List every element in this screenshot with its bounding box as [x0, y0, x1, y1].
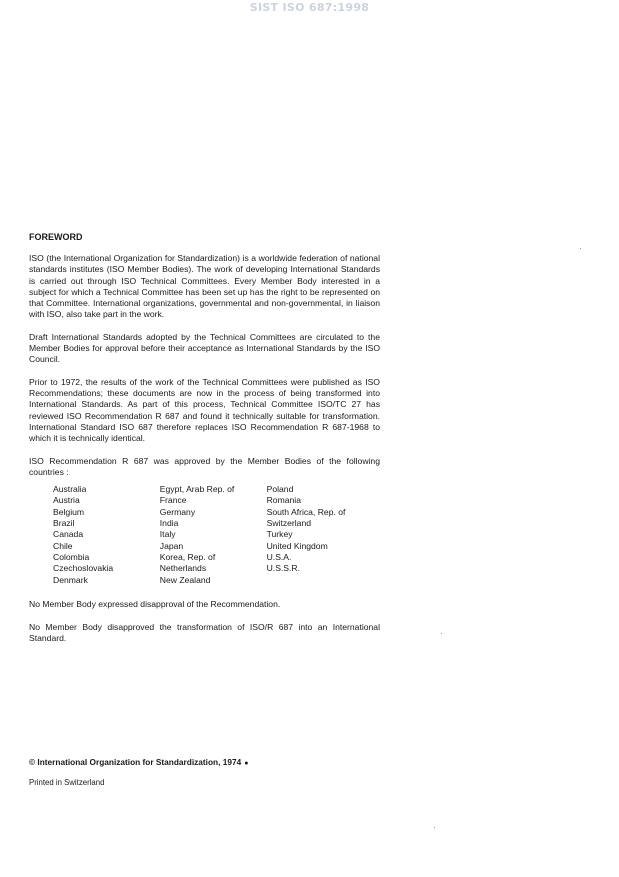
country-item: France [159, 495, 187, 506]
country-column-3 [267, 484, 380, 586]
country-item: South Africa, Rep. of [266, 506, 346, 517]
printed-note: Printed in Switzerland [29, 778, 105, 787]
country-item: Chile [53, 540, 73, 551]
country-item: Australia [53, 484, 87, 495]
transformation-note: No Member Body disapproved the transformation of ISO/R 687 into an International Standard. [29, 621, 380, 643]
bullet-icon: ● [244, 760, 249, 767]
country-item: Turkey [266, 529, 293, 540]
country-item: Italy [159, 529, 176, 540]
country-item: Netherlands [159, 563, 207, 574]
country-item: New Zealand [159, 574, 211, 585]
country-item: Germany [159, 506, 196, 517]
country-item: India [159, 518, 179, 529]
country-item: Belgium [53, 506, 85, 517]
country-item: Poland [266, 484, 294, 495]
country-item: Egypt, Arab Rep. of [159, 484, 235, 495]
country-column-1 [53, 484, 160, 586]
country-item: United Kingdom [266, 540, 328, 551]
country-item: Romania [266, 495, 301, 506]
disapproval-note: No Member Body expressed disapproval of the Recommendation. [29, 598, 281, 609]
country-item: Korea, Rep. of [159, 551, 216, 562]
foreword-paragraph-1: ISO (the International Organization for Standardization) is a worldwide federation of national standards institutes (ISO Member Bodies). The work of developing International Standards is carried out through ISO Technical Committees. Every Member Body interested in a subject for which a Technical Committee has been set up has the right to be represented on that Committee. International organizations, governmental and non-governmental, in liaison with ISO, also take part in the work. [29, 253, 380, 320]
country-item: Denmark [53, 574, 88, 585]
copyright-line [29, 757, 248, 767]
country-list [53, 484, 380, 586]
document-watermark: SIST ISO 687:1998 [249, 1, 370, 14]
country-item: Canada [53, 529, 84, 540]
scan-speck [434, 827, 435, 828]
country-item: Switzerland [266, 518, 312, 529]
country-item: Czechoslovakia [53, 563, 114, 574]
foreword-paragraph-3: Prior to 1972, the results of the work of the Technical Committees were published as ISO Recommendations; these documents are now in the process of being transformed into International Standards. As part of this process, Technical Committee ISO/TC 27 has reviewed ISO Recommendation R 687 and found it technically suitable for transformation. International Standard ISO 687 therefore replaces ISO Recommendation R 687-1968 to which it is technically identical. [29, 377, 380, 444]
country-column-2 [160, 484, 267, 586]
country-item: U.S.A. [266, 551, 292, 562]
country-item: Austria [53, 495, 80, 506]
foreword-section [29, 232, 380, 655]
scan-speck [580, 248, 581, 249]
country-item: U.S.S.R. [266, 563, 301, 574]
foreword-paragraph-4: ISO Recommendation R 687 was approved by the Member Bodies of the following countries : [29, 455, 380, 477]
country-item: Brazil [53, 518, 75, 529]
country-item: Colombia [53, 551, 90, 562]
foreword-heading: FOREWORD [29, 232, 83, 242]
foreword-paragraph-2: Draft International Standards adopted by the Technical Committees are circulated to the Member Bodies for approval before their acceptance as International Standards by the ISO Council. [29, 331, 380, 365]
country-item: Japan [159, 540, 184, 551]
copyright-text: © International Organization for Standardization, 1974 [29, 757, 242, 767]
scan-speck [441, 633, 442, 634]
